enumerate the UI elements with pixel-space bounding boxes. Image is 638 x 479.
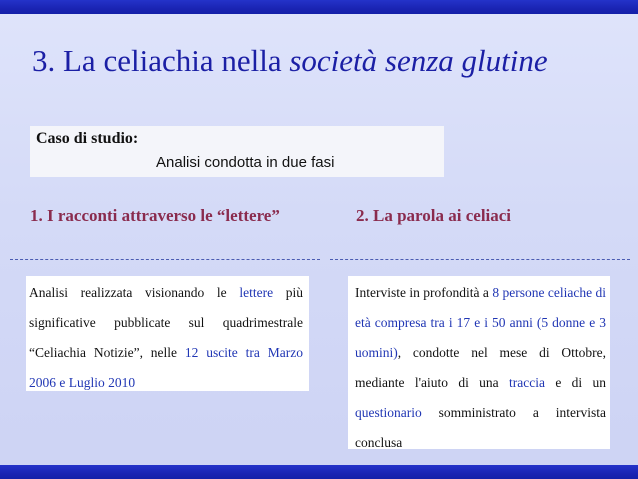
- phase-1-heading: 1. I racconti attraverso le “lettere”: [30, 206, 280, 225]
- bottom-bar: [0, 465, 638, 479]
- title-italic: società senza glutine: [289, 43, 548, 78]
- phase-2-text-2: , condotte nel mese di Ottobre, mediante l'aiuto di una: [355, 345, 606, 390]
- phase-2-highlight-questionnaire: questionario: [355, 405, 422, 420]
- right-divider: [330, 259, 630, 260]
- phase-1-highlight-letters: lettere: [239, 285, 274, 300]
- phase-1-highlight-issues: 12 uscite tra Marzo 2006 e Luglio 2010: [29, 345, 303, 390]
- slide-title: [32, 44, 632, 78]
- phase-2-highlight-trace: traccia: [509, 375, 545, 390]
- case-study-subtitle: Analisi condotta in due fasi: [156, 154, 335, 171]
- phase-2-text-1: Interviste in profondità a: [355, 285, 493, 300]
- phase-1-text-2: più significative pubblicate sul quadrimestrale “Celiachia Notizie”, nelle: [29, 285, 303, 360]
- top-bar: [0, 0, 638, 14]
- phase-2-heading: 2. La parola ai celiaci: [356, 206, 512, 225]
- case-study-box: [30, 126, 444, 177]
- title-main: 3. La celiachia nella: [32, 43, 290, 78]
- phase-1-description: [26, 276, 309, 391]
- phase-2-description: [348, 276, 610, 449]
- phase-2-text-4: somministrato a intervista conclusa: [355, 405, 606, 450]
- phase-1-text-1: Analisi realizzata visionando le: [29, 285, 240, 300]
- left-divider: [10, 259, 320, 260]
- phase-2-highlight-people: 8 persone celiache di età compresa tra i 17 e i 50 anni (5 donne e 3 uomini): [355, 285, 606, 360]
- case-study-title: Caso di studio:: [36, 130, 139, 147]
- phase-2-text-3: e di un: [544, 375, 606, 390]
